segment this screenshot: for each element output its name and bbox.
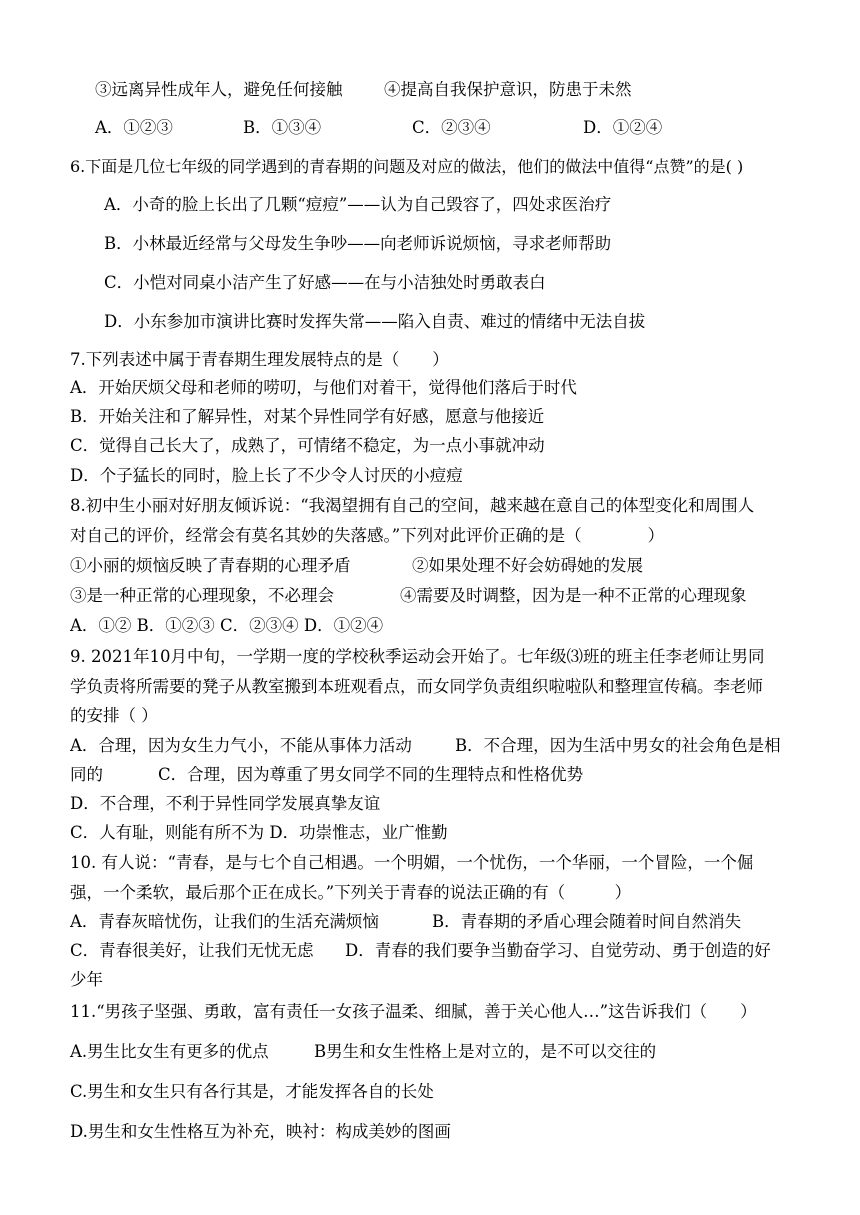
q5-option-3: ③远离异性成年人，避免任何接触 [95,80,343,99]
q9-option-b-continued: 同的 [70,765,103,784]
q9-stem-line-2: 学负责将所需要的凳子从教室搬到本班观看点，而女同学负责组织啦啦队和整理宣传稿。李老师 [70,677,763,696]
q9-option-d: D．不合理，不利于异性同学发展真挚友谊 [70,794,381,813]
q9-option-b: B．不合理，因为生活中男女的社会角色是相 [455,736,781,755]
q6-stem: 6.下面是几位七年级的同学遇到的青春期的问题及对应的做法，他们的做法中值得“点赞”的是( ) [70,157,744,176]
q6-option-d: D．小东参加市演讲比赛时发挥失常——陷入自责、难过的情绪中无法自拔 [104,312,646,331]
q11-option-c: C.男生和女生只有各行其是，才能发挥各自的长处 [70,1082,434,1101]
q8-stem-line-2: 对自己的评价，经常会有莫名其妙的失落感。”下列对此评价正确的是（ ） [70,526,665,545]
q10-option-b: B．青春期的矛盾心理会随着时间自然消失 [432,912,742,931]
q10-option-a: A．青春灰暗忧伤，让我们的生活充满烦恼 [70,912,379,931]
q9-option-c: C．合理，因为尊重了男女同学不同的生理特点和性格优势 [158,765,584,784]
q7-option-b: B．开始关注和了解异性，对某个异性同学有好感，愿意与他接近 [70,407,545,426]
q10-stem-line-2: 强，一个柔软，最后那个正在成长。”下列关于青春的说法正确的有（ ） [70,883,632,902]
q5-option-4: ④提高自我保护意识，防患于未然 [384,80,632,99]
q11-option-d: D.男生和女生性格互为补充，映衬：构成美妙的图画 [70,1122,451,1141]
q7-stem: 7.下列表述中属于青春期生理发展特点的是（ ） [70,350,449,369]
q9-option-a: A．合理，因为女生力气小，不能从事体力活动 [70,736,412,755]
q5-choice-b: B．①③④ [243,118,322,137]
q10-stem-line-1: 10. 有人说：“青春，是与七个自己相遇。一个明媚，一个忧伤，一个华丽，一个冒险，一个倔 [70,853,754,872]
q10-option-d: D．青春的我们要争当勤奋学习、自觉劳动、勇于创造的好 [345,941,771,960]
q9-extra-line: C．人有耻，则能有所不为 D．功崇惟志，业广惟勤 [70,823,448,842]
q10-option-d-continued: 少年 [70,970,103,989]
q5-choice-d: D．①②④ [583,118,663,137]
q8-choices: A．①② B．①②③ C．②③④ D．①②④ [70,616,384,635]
q5-choice-c: C．②③④ [412,118,491,137]
q6-option-a: A．小奇的脸上长出了几颗“痘痘”——认为自己毁容了，四处求医治疗 [104,195,612,214]
q11-option-b: B男生和女生性格上是对立的，是不可以交往的 [314,1042,657,1061]
q6-option-b: B．小林最近经常与父母发生争吵——向老师诉说烦恼，寻求老师帮助 [104,234,612,253]
q6-option-c: C．小恺对同桌小洁产生了好感——在与小洁独处时勇敢表白 [104,273,546,292]
q8-item-3: ③是一种正常的心理现象，不必理会 [70,586,334,605]
q8-item-4: ④需要及时调整，因为是一种不正常的心理现象 [400,586,747,605]
q8-item-1: ①小丽的烦恼反映了青春期的心理矛盾 [70,556,351,575]
q8-item-2: ②如果处理不好会妨碍她的发展 [412,556,643,575]
q9-stem-line-1: 9. 2021年10月中旬，一学期一度的学校秋季运动会开始了。七年级⑶班的班主任李老师让男同 [70,647,765,666]
q11-stem: 11.“男孩子坚强、勇敢，富有责任一女孩子温柔、细腻，善于关心他人…”这告诉我们（ ） [70,1002,757,1021]
q10-option-c: C．青春很美好，让我们无忧无虑 [70,941,314,960]
q7-option-a: A．开始厌烦父母和老师的唠叨，与他们对着干，觉得他们落后于时代 [70,378,577,397]
q7-option-d: D．个子猛长的同时，脸上长了不少令人讨厌的小痘痘 [70,466,463,485]
q8-stem-line-1: 8.初中生小丽对好朋友倾诉说：“我渴望拥有自己的空间，越来越在意自己的体型变化和周围人 [70,496,755,515]
q9-stem-line-3: 的安排（ ） [70,706,158,725]
q5-choice-a: A．①②③ [95,118,173,137]
q7-option-c: C．觉得自己长大了，成熟了，可情绪不稳定，为一点小事就冲动 [70,436,545,455]
q11-option-a: A.男生比女生有更多的优点 [70,1042,269,1061]
